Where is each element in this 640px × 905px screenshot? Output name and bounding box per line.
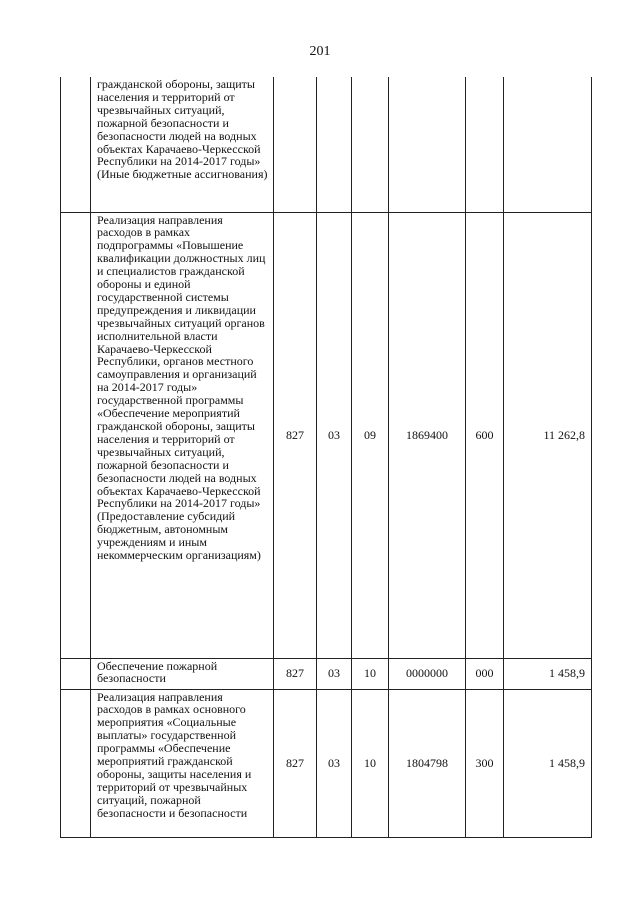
ministry-code-cell: 827	[274, 658, 317, 689]
description-cell: Реализация направления расходов в рамках подпрограммы «Повышение квалификации должностных лиц и специалистов гражданской обороны и единой государственной системы предупреждения и ликвидации чрезвычайных ситуаций органов исполнительной власти Карачаево-Черкесской Республики, органов местного самоуправления и организаций на 2014-2017 годы» государственной программы «Обеспечение мероприятий гражданской обороны, защиты населения и территорий от чрезвычайных ситуаций, пожарной безопасности и безопасности людей на водных объектах Карачаево-Черкесской Республики на 2014-2017 годы» (Предоставление субсидий бюджетным, автономным учреждениям и иным некоммерческим организациям)	[91, 212, 274, 658]
subsection-code-cell: 10	[352, 689, 389, 837]
table-row	[61, 212, 592, 658]
description-cell: Реализация направления расходов в рамках основного мероприятия «Социальные выплаты» государственной программы «Обеспечение мероприятий гражданской обороны, защиты населения и территорий от чрезвычайных ситуаций, пожарной безопасности и безопасности	[91, 689, 274, 837]
ministry-code-cell	[274, 77, 317, 212]
table-row	[61, 689, 592, 837]
budget-table	[60, 77, 592, 838]
expense-type-cell: 300	[466, 689, 504, 837]
target-article-cell	[389, 77, 466, 212]
expense-type-cell: 600	[466, 212, 504, 658]
amount-cell: 1 458,9	[504, 658, 592, 689]
expense-type-cell: 000	[466, 658, 504, 689]
amount-cell	[504, 77, 592, 212]
ministry-code-cell: 827	[274, 212, 317, 658]
target-article-cell: 1869400	[389, 212, 466, 658]
description-cell: Обеспечение пожарной безопасности	[91, 658, 274, 689]
row-number-cell	[61, 658, 91, 689]
expense-type-cell	[466, 77, 504, 212]
ministry-code-cell: 827	[274, 689, 317, 837]
row-number-cell	[61, 212, 91, 658]
amount-cell: 11 262,8	[504, 212, 592, 658]
amount-cell: 1 458,9	[504, 689, 592, 837]
page-number: 201	[309, 44, 331, 59]
subsection-code-cell: 09	[352, 212, 389, 658]
section-code-cell	[317, 77, 352, 212]
row-number-cell	[61, 689, 91, 837]
target-article-cell: 0000000	[389, 658, 466, 689]
subsection-code-cell	[352, 77, 389, 212]
section-code-cell: 03	[317, 212, 352, 658]
section-code-cell: 03	[317, 689, 352, 837]
table-row	[61, 658, 592, 689]
row-number-cell	[61, 77, 91, 212]
target-article-cell: 1804798	[389, 689, 466, 837]
description-cell: гражданской обороны, защиты населения и территорий от чрезвычайных ситуаций, пожарной безопасности и безопасности людей на водных объектах Карачаево-Черкесской Республики на 2014-2017 годы» (Иные бюджетные ассигнования)	[91, 77, 274, 212]
section-code-cell: 03	[317, 658, 352, 689]
subsection-code-cell: 10	[352, 658, 389, 689]
table-row	[61, 77, 592, 212]
